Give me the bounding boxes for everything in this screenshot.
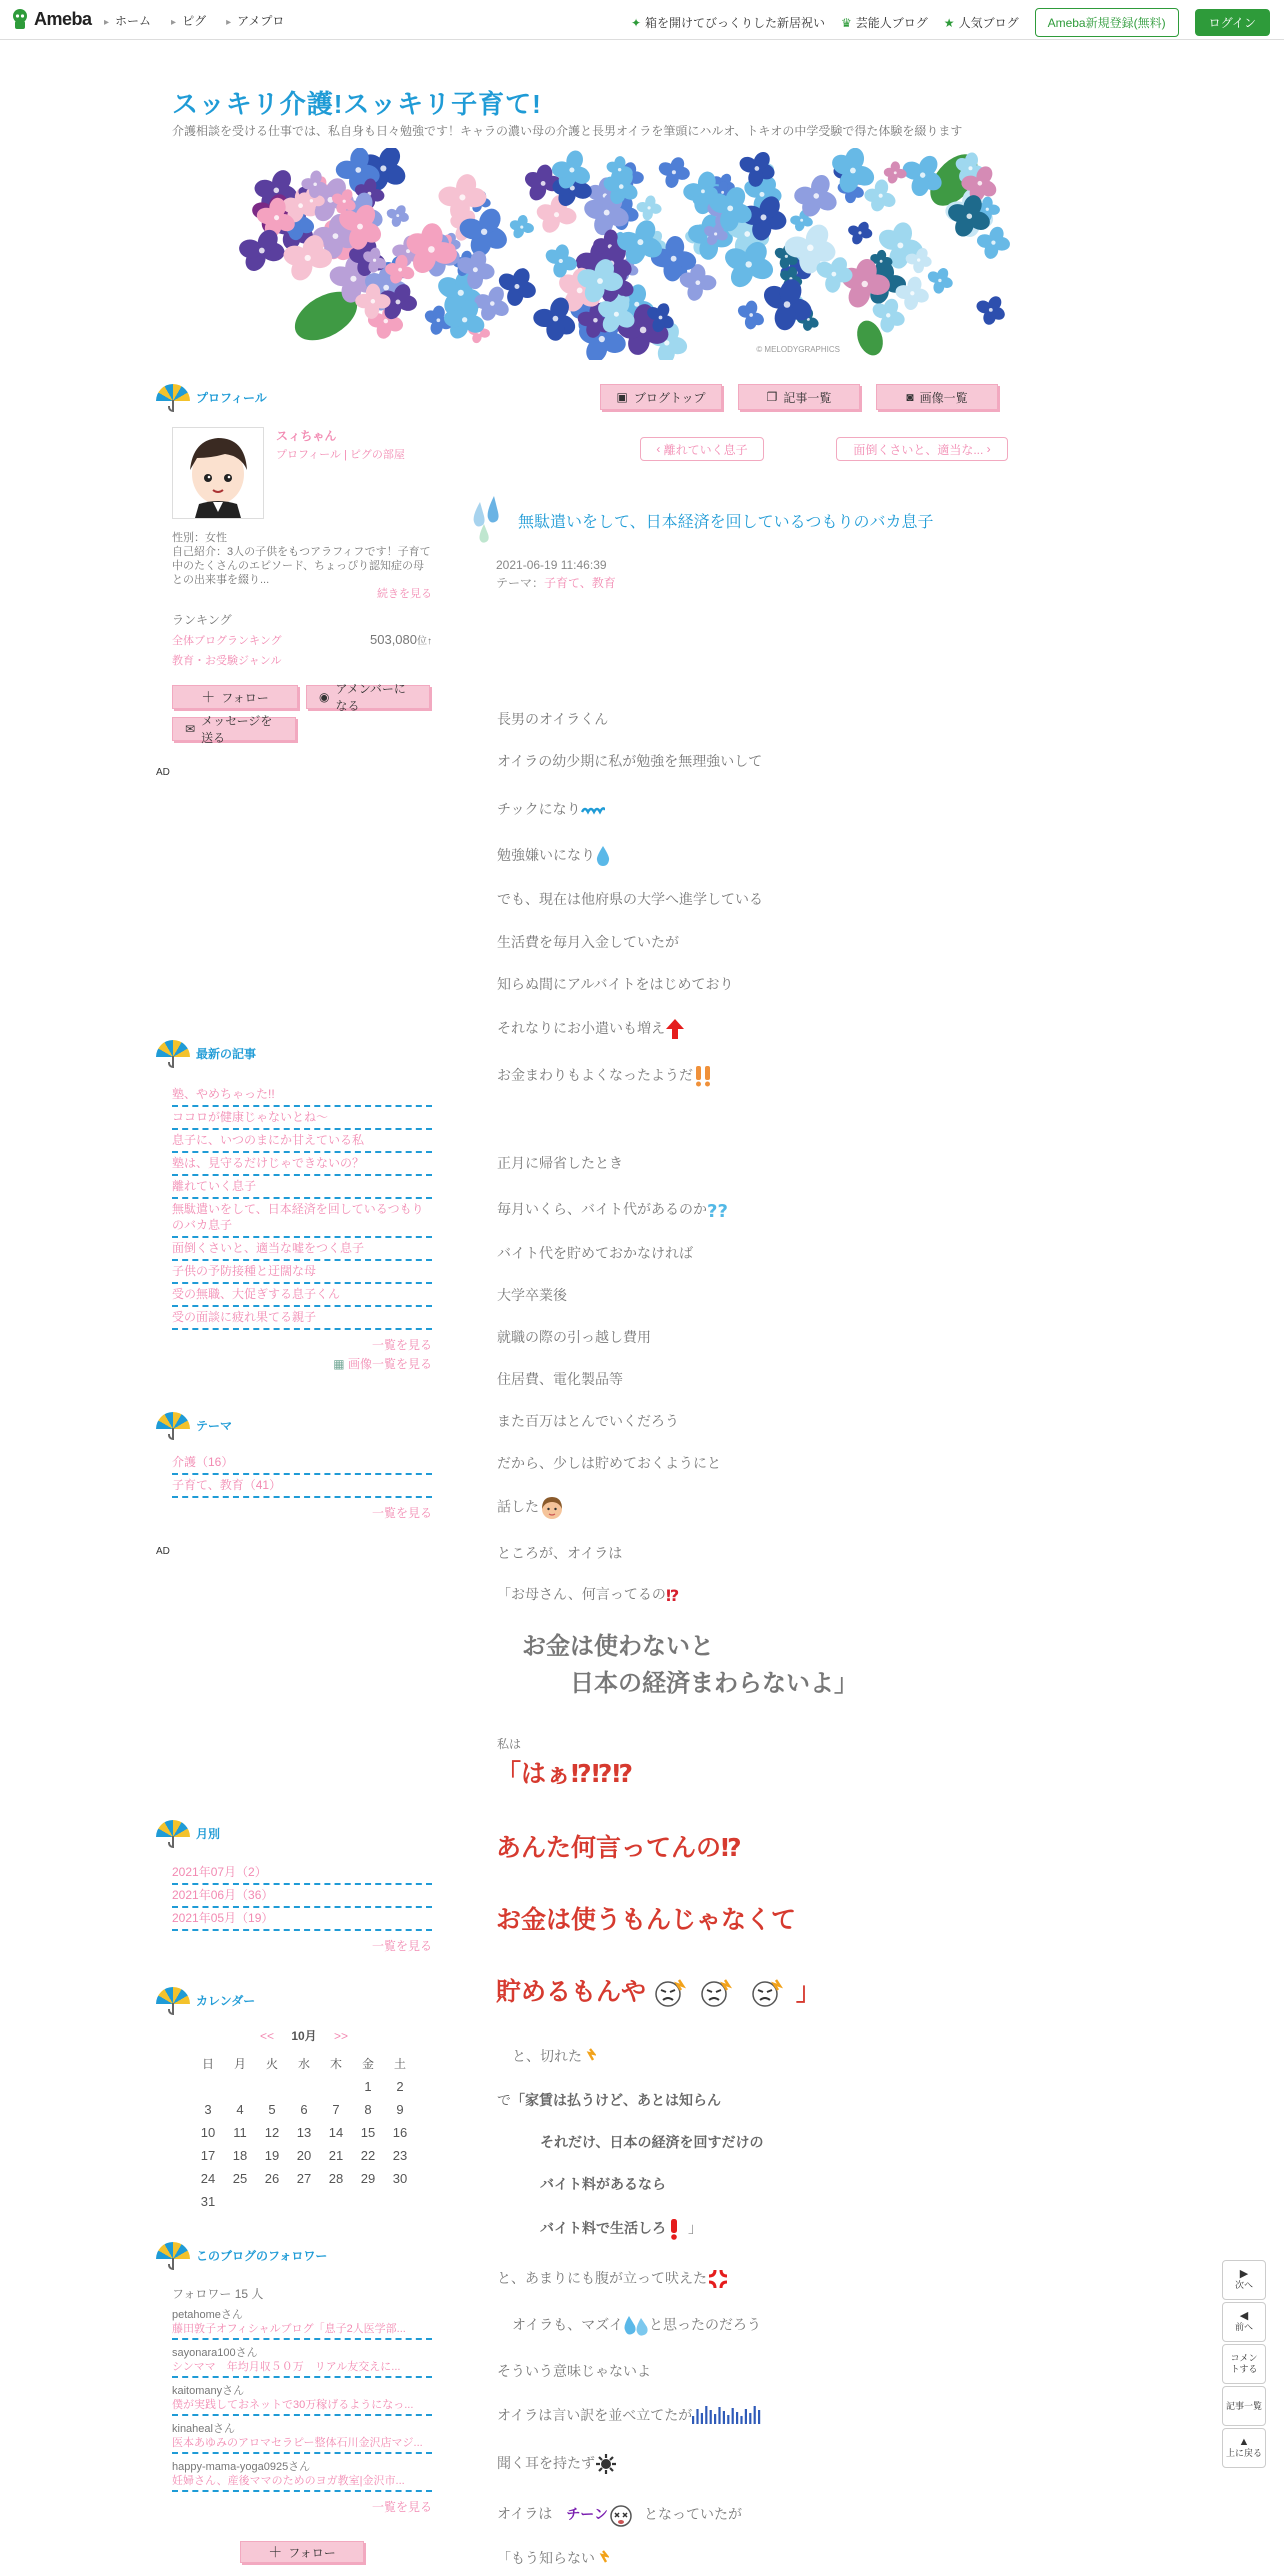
profile-section: [156, 382, 432, 412]
followers-heading: このブログのフォロワー: [156, 2240, 432, 2270]
weekday: 水: [297, 2057, 310, 2071]
calendar-day: 31: [200, 2194, 216, 2209]
calendar-day: 3: [204, 2102, 212, 2117]
triangle-right-icon: ▶: [1239, 2268, 1249, 2280]
monthly-more-link[interactable]: 一覧を見る: [371, 1939, 432, 1953]
entry-text: また百万はとんでいくだろう: [497, 1413, 679, 1429]
weekday: 木: [329, 2057, 342, 2071]
entry-theme-link[interactable]: 子育て、教育: [544, 576, 616, 590]
calendar-day: 8: [364, 2102, 372, 2117]
calendar-day: 1: [364, 2079, 372, 2094]
ranking-all-link[interactable]: 全体ブログランキング: [172, 635, 282, 647]
entry-bold-text: それだけ、日本の経済を回すだけの: [540, 2134, 764, 2150]
entry-bold-line: バイト料で生活しろ 」: [540, 2218, 702, 2240]
calendar-section: [156, 1985, 432, 2015]
nav-amepro[interactable]: ▸ アメプロ: [226, 12, 284, 29]
recent-entry-link[interactable]: 面倒くさいと、適当な嘘をつく息子: [172, 1238, 432, 1261]
arrow-up-icon: ↑: [427, 636, 432, 647]
prev-entry-link[interactable]: ‹ 離れていく息子: [640, 437, 764, 461]
chevron-left-icon: ‹: [656, 442, 664, 456]
calendar-day: 29: [360, 2171, 376, 2186]
entry-text-line: 聞く耳を持たず: [497, 2453, 617, 2475]
follower-name[interactable]: kaitomanyさん: [172, 2385, 245, 2397]
angry-face-emoji-icon: [694, 1978, 738, 2008]
calendar-header: [192, 2027, 416, 2044]
recent-entry-link[interactable]: 息子に、いつのまにか甘えている私: [172, 1130, 432, 1153]
themes-more-link[interactable]: 一覧を見る: [371, 1506, 432, 1520]
follower-count: フォロワー 15 人: [172, 2287, 264, 2301]
popular-blog-link[interactable]: ★ 人気ブログ: [943, 16, 1019, 30]
dazed-face-emoji-icon: [608, 2502, 634, 2528]
umbrella-icon: [156, 2240, 190, 2270]
bars-emoji-icon: [692, 2406, 764, 2426]
follower-blog-link[interactable]: 医本あゆみのアロマセラピー整体石川金沢店マジ...: [172, 2436, 432, 2454]
calendar-week: [192, 2075, 416, 2098]
monthly-heading: 月別: [156, 1818, 432, 1848]
entry-text: 就職の際の引っ越し費用: [497, 1329, 651, 1345]
entry-red-text: お金は使うもんじゃなくて: [496, 1906, 797, 1934]
calendar-day: 23: [392, 2148, 408, 2163]
calendar-day: 2: [396, 2079, 404, 2094]
calendar-day: [288, 2190, 320, 2213]
message-button[interactable]: ✉ メッセージを送る: [172, 717, 296, 741]
entry-text: 住居費、電化製品等: [497, 1371, 623, 1387]
calendar-day: [320, 2190, 352, 2213]
red-exclamation-emoji-icon: [666, 2218, 682, 2240]
calendar-day: 13: [296, 2125, 312, 2140]
celebrity-blog-link[interactable]: ♛ 芸能人ブログ: [841, 16, 928, 30]
calendar-day: 22: [360, 2148, 376, 2163]
image-icon: ▦: [333, 1357, 345, 1371]
calendar-day: 20: [296, 2148, 312, 2163]
svg-text:??: ??: [707, 1201, 728, 1222]
entry-text-line: オイラも、マズイ と思ったのだろう: [512, 2314, 761, 2338]
recent-heading: 最新の記事: [156, 1038, 432, 1068]
plus-icon: ＋: [268, 2544, 283, 2560]
calendar-day: 17: [200, 2148, 216, 2163]
ad-label: AD: [156, 767, 170, 778]
document-icon: ❐: [766, 390, 778, 404]
profile-continue-link[interactable]: 続きを見る: [377, 588, 432, 600]
entry-text-line: 「もう知らない: [497, 2548, 609, 2568]
themes-heading: テーマ: [156, 1410, 432, 1440]
entry-text: 長男のオイラくん: [497, 711, 609, 727]
entry-big-text: 日本の経済まわらないよ」: [570, 1670, 858, 1697]
banner-copyright: © MELODYGRAPHICS: [756, 345, 840, 354]
calendar-week: [192, 2167, 416, 2190]
month-link[interactable]: 2021年05月（19）: [172, 1908, 432, 1931]
entry-text-line: それなりにお小遣いも増え: [497, 1018, 685, 1040]
profile-name[interactable]: スィちゃん: [276, 429, 337, 443]
entry-text: 大学卒業後: [497, 1287, 567, 1303]
follower-item: [172, 2422, 432, 2454]
next-entry-link[interactable]: 面倒くさいと、適当な... ›: [836, 437, 1008, 461]
profile-info: [172, 531, 432, 601]
double-question-emoji-icon: [707, 1199, 731, 1221]
entry-text-line: 勉強嫌いになり: [497, 845, 611, 867]
calendar-week: [192, 2098, 416, 2121]
entry-text: バイト代を貯めておかなければ: [497, 1245, 693, 1261]
entry-text: 私は: [497, 1737, 522, 1751]
follower-blog-link[interactable]: シンママ 年均月収５０万 リアル友交えに...: [172, 2360, 432, 2378]
calendar-day: [224, 2075, 256, 2098]
black-splat-emoji-icon: [595, 2453, 617, 2475]
calendar-day: 14: [328, 2125, 344, 2140]
blog-top-button[interactable]: ▣ ブログトップ: [600, 384, 722, 410]
entry-theme: テーマ：子育て、教育: [496, 576, 616, 590]
calendar-day: 27: [296, 2171, 312, 2186]
entry-big-text: お金は使わないと: [522, 1633, 714, 1660]
calendar-day: 6: [300, 2102, 308, 2117]
avatar-image: [173, 428, 263, 518]
weekday: 金: [361, 2057, 374, 2071]
angry-face-emoji-icon: [653, 1978, 687, 2008]
followers-more-link[interactable]: 一覧を見る: [371, 2500, 432, 2514]
follower-blog-link[interactable]: 妊婦さん、産後ママのためのヨガ教室|金沢市...: [172, 2474, 432, 2492]
anger-spark-emoji-icon: [595, 2550, 609, 2568]
prev-entry-nav[interactable]: ◀ 前へ: [1222, 2302, 1266, 2342]
calendar-day: 16: [392, 2125, 408, 2140]
image-list-button[interactable]: ◙ 画像一覧: [876, 384, 998, 410]
calendar-week: [192, 2121, 416, 2144]
svg-text:⁉: ⁉: [665, 1586, 680, 1606]
star-icon: ★: [943, 16, 955, 30]
ranking-label: ランキング: [172, 613, 232, 627]
profile-heading: プロフィール: [156, 382, 432, 412]
entry-text-line: と、切れた: [512, 2046, 596, 2066]
entry-text-line: オイラは チーン となっていたが: [497, 2502, 742, 2528]
amember-icon: ◉: [319, 690, 330, 704]
profile-links[interactable]: プロフィール | ピグの部屋: [276, 449, 405, 461]
calendar-day: 30: [392, 2171, 408, 2186]
calendar-day: [256, 2190, 288, 2213]
calendar-day: 21: [328, 2148, 344, 2163]
entry-text: 正月に帰省したとき: [497, 1155, 623, 1171]
calendar-day: 5: [268, 2102, 276, 2117]
recent-entries-list: [172, 1084, 432, 1372]
next-entry-nav[interactable]: ▶ 次へ: [1222, 2260, 1266, 2300]
entry-text: 生活費を毎月入金していたが: [497, 934, 679, 950]
calendar-prev-link[interactable]: <<: [259, 2029, 274, 2043]
recent-entry-link[interactable]: 子供の予防接種と迂闊な母: [172, 1261, 432, 1284]
follower-item: [172, 2308, 432, 2340]
umbrella-icon: [156, 382, 190, 412]
recent-entries-section: [156, 1038, 432, 1068]
angry-face-emoji-icon: [745, 1978, 789, 2008]
featured-link[interactable]: ✦ 箱を開けてびっくりした新居祝い: [630, 16, 826, 30]
calendar-day: 11: [233, 2125, 247, 2140]
calendar-day: 19: [264, 2148, 280, 2163]
calendar-day: 10: [200, 2125, 216, 2140]
entry-text-line: 話した: [497, 1495, 565, 1521]
weekday: 火: [265, 2057, 278, 2071]
recent-entry-link[interactable]: 塾は、見守るだけじゃできないの？: [172, 1153, 432, 1176]
follower-blog-link[interactable]: 藤田敦子オフィシャルブログ「息子2人医学部...: [172, 2322, 432, 2340]
follow-button-bottom[interactable]: ＋ フォロー: [240, 2541, 364, 2563]
calendar-day: 12: [264, 2125, 280, 2140]
crown-icon: ♛: [841, 16, 852, 30]
follower-name[interactable]: sayonara100さん: [172, 2347, 258, 2359]
profile-intro: 自己紹介：3人の子供をもつアラフィフです！子育て中のたくさんのエピソード、ちょっぴり認知症の母との出来事を綴り...: [172, 546, 431, 586]
entry-title[interactable]: 無駄遣いをして、日本経済を回しているつもりのバカ息子: [518, 514, 934, 531]
home-icon: ▣: [616, 390, 628, 404]
calendar-day: 28: [328, 2171, 344, 2186]
amember-button[interactable]: ◉ アメンバーになる: [306, 685, 430, 709]
ameba-mascot-icon: [10, 8, 30, 30]
image-list-link[interactable]: ▦ 画像一覧を見る: [333, 1357, 432, 1371]
nav-home[interactable]: ▸ ホーム: [104, 12, 151, 29]
recent-entry-link[interactable]: 受の無職、大促ぎする息子くん: [172, 1284, 432, 1307]
entry-text: ところが、オイラは: [497, 1545, 623, 1561]
theme-link[interactable]: 介護（16）: [172, 1452, 432, 1475]
calendar-next-link[interactable]: >>: [334, 2029, 349, 2043]
calendar-grid: [192, 2052, 416, 2213]
themes-section: [156, 1410, 432, 1440]
calendar-day: [256, 2075, 288, 2098]
blog-description: 介護相談を受ける仕事では、私自身も日々勉強です！キャラの濃い母の介護と長男オイラを筆頭にハルオ、トキオの中学受験で得た体験を綴ります: [172, 124, 963, 138]
umbrella-icon: [156, 1818, 190, 1848]
recent-entry-link[interactable]: 塾、やめちゃった!!: [172, 1084, 432, 1107]
entry-text-line: お金まわりもよくなったようだ: [497, 1065, 713, 1087]
entry-date: 2021-06-19 11:46:39: [496, 558, 607, 572]
recent-entry-link[interactable]: 受の面談に疲れ果てる親子: [172, 1307, 432, 1330]
top-right-links: [631, 8, 1270, 37]
ameba-logo-text: Ameba: [34, 8, 92, 29]
woman-face-emoji-icon: [539, 1495, 565, 1521]
follower-item: [172, 2384, 432, 2416]
follower-name[interactable]: kinahealさん: [172, 2423, 235, 2435]
calendar-day: [320, 2075, 352, 2098]
entry-text: だから、少しは貯めておくようにと: [497, 1455, 721, 1471]
entry-red-text: 「はぁ⁉⁉⁉: [496, 1760, 634, 1788]
entry-text: オイラの幼少期に私が勉強を無理強いして: [497, 753, 763, 769]
ranking-genre-link[interactable]: 教育・お受験ジャンル: [172, 655, 282, 667]
entry-text-line: オイラは言い訳を並べ立てたが: [497, 2405, 764, 2426]
triangle-left-icon: ◀: [1239, 2310, 1249, 2322]
envelope-icon: ✉: [185, 722, 196, 736]
entry-text-line: チックになり: [497, 799, 605, 819]
follower-name[interactable]: petahomeさん: [172, 2309, 243, 2321]
chevron-right-icon: ›: [983, 442, 991, 456]
calendar-day: 7: [332, 2102, 340, 2117]
entry-text: 知らぬ間にアルバイトをはじめており: [497, 976, 734, 992]
profile-gender: 性別：女性: [172, 532, 227, 544]
calendar-day: 25: [232, 2171, 248, 2186]
header-banner: [238, 148, 1028, 360]
calendar-day: [352, 2190, 384, 2213]
calendar-day: 9: [396, 2102, 404, 2117]
calendar-week: [192, 2144, 416, 2167]
anger-symbol-emoji-icon: [707, 2268, 729, 2290]
umbrella-icon: [156, 1038, 190, 1068]
calendar-day: 24: [200, 2171, 216, 2186]
triangle-up-icon: ▲: [1238, 2436, 1250, 2448]
ameba-header: [0, 0, 1284, 40]
red-up-arrow-emoji-icon: [665, 1018, 685, 1040]
wave-emoji-icon: [581, 804, 605, 816]
entry-text: そういう意味じゃないよ: [497, 2363, 651, 2379]
calendar-week: [192, 2190, 416, 2213]
entry-red-text-line: 貯めるもんや 」: [496, 1972, 821, 2008]
themes-list: [172, 1452, 432, 1521]
raindrops-icon: [468, 496, 508, 546]
sweat-emoji-icon: [623, 2314, 649, 2338]
theme-link[interactable]: 子育て、教育（41）: [172, 1475, 432, 1498]
back-to-top-nav[interactable]: ▲ 上に戻る: [1222, 2428, 1266, 2468]
recent-entry-link[interactable]: 離れていく息子: [172, 1176, 432, 1199]
sparkle-icon: ✦: [630, 16, 641, 30]
calendar-day: [384, 2190, 416, 2213]
nav-pigg[interactable]: ▸ ピグ: [171, 12, 206, 29]
calendar-day: [224, 2190, 256, 2213]
entry-list-nav[interactable]: 記事一覧: [1222, 2386, 1266, 2426]
monthly-section: [156, 1818, 432, 1848]
camera-icon: ◙: [906, 390, 914, 404]
calendar-heading: カレンダー: [156, 1985, 432, 2015]
ad-label: AD: [156, 1546, 170, 1557]
entry-text-line: 毎月いくら、バイト代があるのか ??: [497, 1199, 731, 1221]
follower-item: [172, 2346, 432, 2378]
calendar: [192, 2027, 416, 2213]
calendar-day: 4: [236, 2102, 244, 2117]
entry-red-text: あんた何言ってんの⁉: [496, 1834, 742, 1862]
umbrella-icon: [156, 1410, 190, 1440]
calendar-day: 26: [264, 2171, 280, 2186]
weekday: 土: [393, 2057, 406, 2071]
register-button[interactable]: Ameba新規登録(無料): [1035, 8, 1179, 37]
follower-blog-link[interactable]: 僕が実践しておネットで30万稼げるようになっ...: [172, 2398, 432, 2416]
calendar-day: [288, 2075, 320, 2098]
month-link[interactable]: 2021年06月（36）: [172, 1885, 432, 1908]
weekday: 日: [201, 2057, 214, 2071]
login-button[interactable]: ログイン: [1195, 9, 1270, 36]
ranking-all-value: 503,080位↑: [370, 632, 432, 647]
anger-spark-emoji-icon: [582, 2048, 596, 2066]
blog-title[interactable]: スッキリ介護!スッキリ子育て!: [172, 89, 542, 119]
calendar-day: 15: [360, 2125, 376, 2140]
top-nav: [104, 12, 284, 29]
calendar-month: 10月: [291, 2029, 317, 2043]
entry-text-line: と、あまりにも腹が立って吠えた: [497, 2268, 729, 2290]
ameba-logo[interactable]: [10, 8, 92, 30]
month-link[interactable]: 2021年07月（2）: [172, 1862, 432, 1885]
calendar-day: [192, 2075, 224, 2098]
entry-bold-line: で「家賃は払うけど、あとは知らん: [497, 2092, 721, 2108]
comment-nav[interactable]: コメントする: [1222, 2344, 1266, 2384]
calendar-day: 18: [232, 2148, 248, 2163]
followers-section: [156, 2240, 432, 2270]
double-exclamation-emoji-icon: [693, 1065, 713, 1087]
follower-name[interactable]: happy-mama-yoga0925さん: [172, 2461, 311, 2473]
monthly-list: [172, 1862, 432, 1954]
recent-more-link[interactable]: 一覧を見る: [371, 1338, 432, 1352]
entry-list-button[interactable]: ❐ 記事一覧: [738, 384, 860, 410]
recent-entry-link[interactable]: 無駄遣いをして、日本経済を回しているつもりのバカ息子: [172, 1199, 432, 1238]
weekday: 月: [233, 2057, 246, 2071]
follower-item: [172, 2460, 432, 2492]
umbrella-icon: [156, 1985, 190, 2015]
entry-text: でも、現在は他府県の大学へ進学している: [497, 891, 763, 907]
ranking: [172, 611, 432, 668]
entry-bold-text: バイト料があるなら: [540, 2176, 666, 2192]
followers-list: [172, 2285, 432, 2515]
drop-emoji-icon: [595, 845, 611, 867]
follow-button[interactable]: ＋ フォロー: [172, 685, 298, 709]
exclamation-question-emoji-icon: [666, 1585, 682, 1605]
entry-text-line: 「お母さん、何言ってるの ⁉: [497, 1584, 682, 1605]
hydrangea-flowers-image: [238, 148, 1028, 360]
avatar[interactable]: [172, 427, 264, 519]
entry-meta: [496, 556, 616, 592]
calendar-days: [192, 2075, 416, 2213]
plus-icon: ＋: [201, 689, 216, 705]
recent-entry-link[interactable]: ココロが健康じゃないとね～: [172, 1107, 432, 1130]
